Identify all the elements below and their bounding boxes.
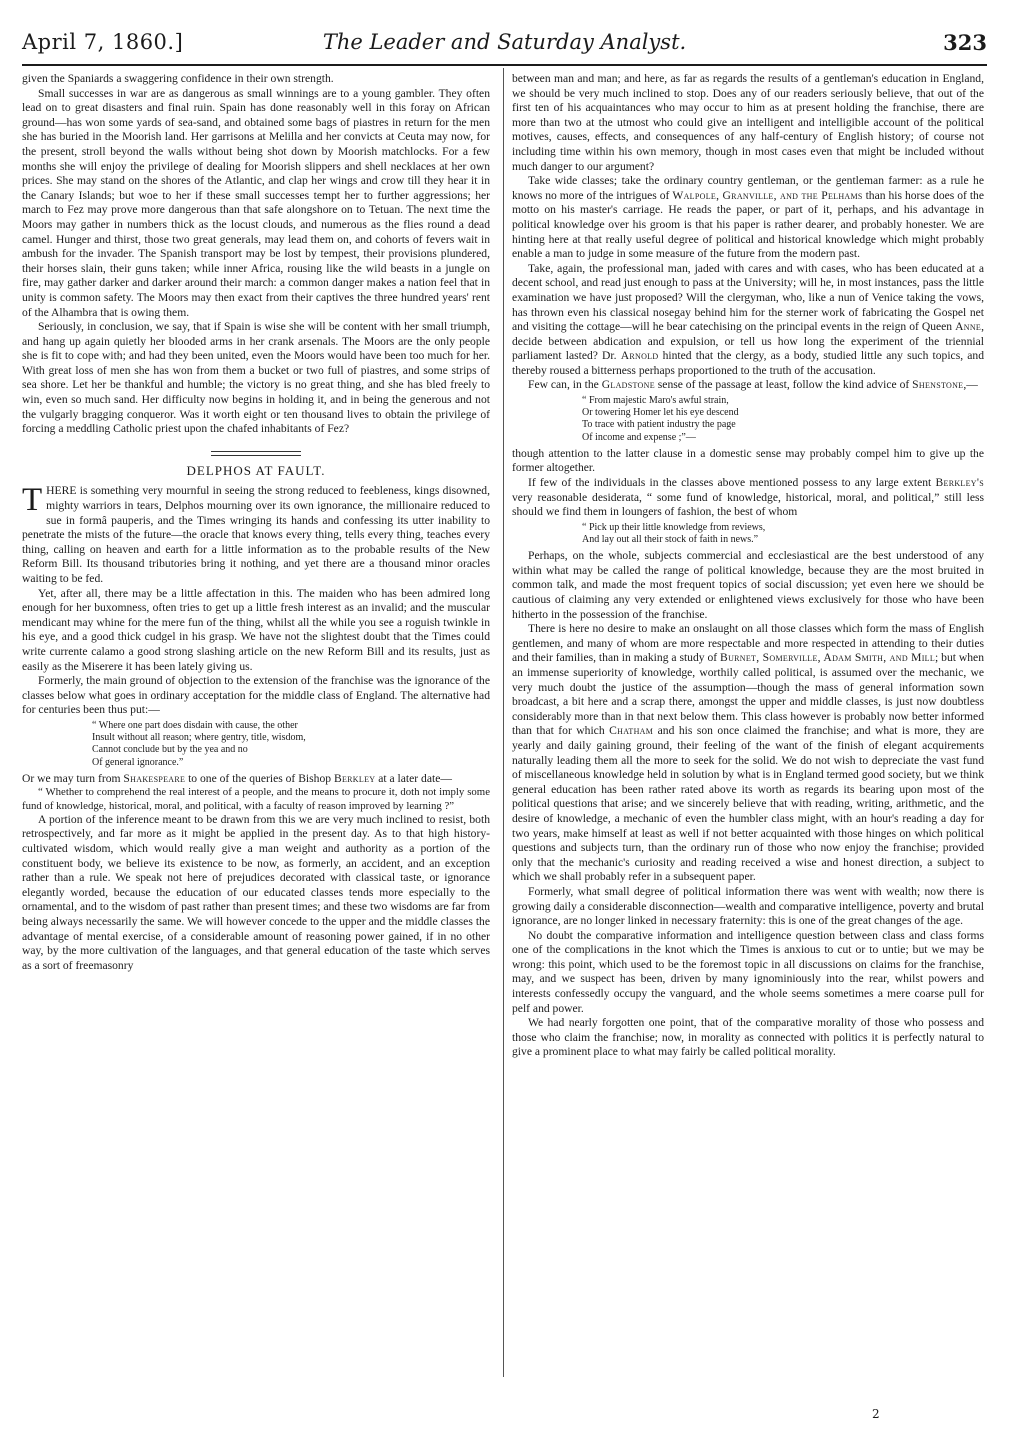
- text-run: hinted that the clergy, as a body, studied little any such topics, and thereby roused a bitterness perhaps proportioned to the truth of the accusation.: [512, 349, 984, 377]
- text-run: , decide between abdication and expulsion, or tell us how long the experiment of the triennial parliament lasted? Dr.: [512, 320, 984, 363]
- drop-cap: T: [22, 482, 43, 519]
- section-heading: DELPHOS AT FAULT.: [186, 462, 326, 478]
- quote-line: Or towering Homer let his eye descend: [582, 407, 739, 419]
- paragraph: given the Spaniards a swaggering confidence in their own strength.: [22, 72, 334, 85]
- person-name: Shenstone: [912, 378, 964, 392]
- paragraph: Perhaps, on the whole, subjects commercial and ecclesiastical are the best understood of any within what may be called the range of political knowledge, because they are the most bruited in common talk, and made the most frequent topics of social discussion; yet even here we should be cautious of claiming any very extended or enlightened views exclusively for those who have been hitherto in the possession of the franchise.: [512, 549, 984, 621]
- quote-line: And lay out all their stock of faith in news.”: [582, 534, 759, 546]
- person-name: Anne: [955, 320, 982, 334]
- quote-line: Cannot conclude but by the yea and no: [92, 744, 248, 756]
- text-run: Take, again, the professional man, jaded with cares and with cases, who has been educated at a decent school, and read just enough to pass at the University; will he, in most instances, pass the little examination we have just proposed? Will the clergyman, who, like a nun of Venice taking the vows, has thrown even his classical nosegay behind him for the sterner work of fabricating the Gospel net and visiting the cottage—will he bear catechising on the principal events in the reign of Queen: [512, 261, 984, 334]
- text-run: to one of the queries of Bishop: [185, 771, 334, 785]
- header-title: The Leader and Saturday Analyst.: [322, 30, 687, 54]
- lead-paragraph-text: HERE is something very mournful in seeing the strong reduced to feebleness, kings disowned, mighty warriors in tears, Delphos mourning over its own ignorance, the millionaire reduced to sue in formâ pauperis, and the Times wringing its hands and confessing its utter inability to penetrate the mists of the future—the oracle that knows every thing, tells every thing, teaches every thing, calling on heaven and earth for a little information as to the probable results of the New Reform Bill. Its thousand tributories bring it nothing, and yet there are a thousand minor oracles waiting to be fed.: [22, 484, 490, 585]
- paragraph: A portion of the inference meant to be drawn from this we are very much inclined to resist, both retrospectively, and far more as it might be applied in the present day. As to that high history-cultivated wisdom, which would really give a man weight and authority as a portion of the constituent body, we believe its existence to be now, as formerly, an accident, and an exception rather than a rule. We speak not here of prejudices decorated with classical taste, or ignorance elegantly worded, because the education of our educated classes tends more especially to the ornamental, and to the wisdom of past rather than present times; and these two wisdoms are far from being always necessarily the same. We will however concede to the upper and the middle classes the advantage of mental exercise, of a considerable amount of reasoning power gained, if in no other way, by the more cultivation of the languages, and that general education of the taste which serves as a sort of freemasonry: [22, 812, 490, 972]
- left-column: [22, 72, 490, 973]
- paragraph: [512, 476, 984, 520]
- paragraph: Yet, after all, there may be a little affectation in this. The maiden who has been admired long enough for her buxomness, often tries to get up a little fresh interest as an invalid; and the muscular mendicant may whine for the mere fun of the thing, whilst all the while you see a roguish twinkle in his eye, and a good thick cudgel in his grasp. We have not the slightest doubt that the Times could write currente calamo a good strong slashing article on the new Reform Bill and its results, just as easily as the Miserere it has been lately giving us.: [22, 586, 490, 673]
- text-run: sense of the passage at least, follow the kind advice of: [654, 378, 913, 392]
- page-header: [22, 28, 987, 62]
- person-name: Berkley's: [935, 476, 984, 490]
- verse-quote: [582, 522, 984, 546]
- quote-line: “ From majestic Maro's awful strain,: [582, 395, 729, 407]
- header-date: April 7, 1860.]: [22, 30, 184, 54]
- person-names: Burnet, Somerville, Adam Smith, and Mill: [720, 651, 936, 665]
- text-run: very reasonable desiderata, “ some fund of knowledge, historical, moral, and political,” still less should we find them in loungers of fashion, the best of whom: [512, 490, 984, 519]
- paragraph: [512, 174, 984, 262]
- right-column: [512, 72, 984, 1060]
- text-run: at a later date—: [375, 771, 452, 785]
- paragraph: [22, 772, 490, 787]
- author-name: Shakespeare: [123, 771, 186, 785]
- quote-line: Of general ignorance.”: [92, 756, 184, 768]
- text-run: If few of the individuals in the classes above mentioned possess to any large extent: [528, 476, 936, 490]
- text-run: Or we may turn from: [22, 771, 124, 785]
- text-run: There is here no desire to make an onslaught on all those classes which form the mass of English gentlemen, and many of whom are more respectable and more respected in attending to their duties and their families, than in making a study of: [512, 622, 984, 665]
- person-name: Chatham: [609, 724, 654, 738]
- paragraph: [512, 378, 984, 393]
- paragraph: [512, 262, 984, 379]
- text-run: Few can, in the: [528, 378, 602, 392]
- page-number: 323: [943, 30, 987, 55]
- signature-mark: 2: [872, 1407, 880, 1421]
- text-run: ; but when an immense superiority of knowledge, worthily called political, is assumed over the mechanic, we very much doubt the justice of the assumption—though the mass of general information sown broadcast, a bit here and a scrap there, amongst the upper and middle classes, is just now doubtless considerably more than in that next below them. This class however is probably now better informed than that for which: [512, 651, 984, 738]
- paragraph: between man and man; and here, as far as regards the results of a gentleman's education in England, we should be very much inclined to stop. Does any of our readers seriously believe, that out of the first ten of his acquaintances who may occur to him as at present holding the franchise, there are more than two at the utmost who could give an intelligent and intelligible account of the political motives, causes, effects, and consequences of any half-century of English history; of course not including time within his own memory, though in most cases even that might be included without much danger to our argument?: [512, 72, 984, 173]
- lead-paragraph: [22, 484, 490, 586]
- quote-line: Insult without all reason; where gentry, title, wisdom,: [92, 732, 306, 744]
- paragraph: [512, 622, 984, 885]
- quote-line: “ Pick up their little knowledge from reviews,: [582, 521, 766, 533]
- paragraph: Formerly, what small degree of political information there was went with wealth; now there is growing daily a considerable disconnection—wealth and comparative intelligence, poverty and brutal ignorance, are no longer linked in necessary fraternity: this is one of the great changes of the age.: [512, 884, 984, 928]
- verse-quote: [582, 395, 984, 444]
- person-name: Gladstone: [601, 378, 655, 392]
- text-run: than his horse does of the motto on his master's carriage. He reads the paper, or part of it, perhaps, and his advantage in political knowledge over his groom is that his paper is rather dearer, and probably honester. We are hinting here at that really useful degree of political and historical knowledge which might probably enable a man to judge in some measure of the future from the modern past.: [512, 188, 984, 261]
- text-run: Take wide classes; take the ordinary country gentleman, or the gentleman farmer: as a rule he knows no more of the intrigues of: [512, 174, 984, 202]
- verse-quote: [92, 720, 490, 769]
- section-ornament: [211, 451, 301, 456]
- quoted-query: “ Whether to comprehend the real interest of a people, and the means to procure it, doth not imply some fund of knowledge, historical, moral, and political, with a faculty of reason improved by learning ?”: [22, 786, 490, 812]
- paragraph: Seriously, in conclusion, we say, that if Spain is wise she will be content with her small triumph, and hang up again quietly her blooded arms in her crank arsenals. The Moors are the only people she is fit to cope with; and had they been united, even the Moors would have been too much for her. With great loss of men she has won from them a bucket or two full of piastres, and some strips of sea shore. Let her be thankful and humble; the victory is no great thing, and she has bled freely to win, even so much sand. Her difficulty now begins in holding it, and in being the generous and not the vulgarly bragging conqueror. Was it worth eight or ten thousand lives to obtain the privilege of forcing a meddling Catholic priest upon the chafed inhabitants of Fez?: [22, 320, 490, 436]
- paragraph: We had nearly forgotten one point, that of the comparative morality of those who possess and those who claim the franchise; now, in morality as connected with politics it is perfectly natural to give a prominent place to what may fairly be called political morality.: [512, 1016, 984, 1059]
- quote-line: Of income and expense ;”—: [582, 431, 696, 443]
- quote-line: “ Where one part does disdain with cause, the other: [92, 719, 298, 731]
- column-divider: [503, 68, 504, 1377]
- quote-line: To trace with patient industry the page: [582, 419, 736, 431]
- header-rule: [22, 64, 987, 66]
- paragraph: Small successes in war are as dangerous as small winnings are to a young gambler. They often lead on to great disasters and final ruin. Spain has done reasonably well in this foray on African ground—has won some yards of sea-sand, and obtained some bags of piastres in return for the men she has buried in the Moorish land. Her garrisons at Melilla and her convicts at Ceuta may now, for the present, stroll beyond the walls without being shot down by Moorish matchlocks. For a few months she will enjoy the privilege of dealing for Moorish slippers and shell necklaces at her own prices. She may stand on the shores of the Atlantic, and clap her wings and crow till they hear it in the Canary Islands; but woe to her if these small successes tempt her to further aggressions; her march to Fez may prove more dangerous than that safe alongshore on to Tetuan. The next time the Moors may gather in numbers thick as the locust clouds, and numerous as the flies round a dead camel. Hunger and thirst, those two great generals, may lead them on, and cohorts of fevers wait in ambush for the invader. The Spanish transport may be lost by tempest, their provisions plundered, their horses slain, their guns taken; while inner Africa, rousing like the wild beasts in a jungle on fire, may gather darker and darker around their march: a common danger makes a nation feel that in unity is common safety. The Moors may then exact from their captives the three hundred years' rent of the Alhambra that is owing them.: [22, 86, 490, 319]
- paragraph: Formerly, the main ground of objection to the extension of the franchise was the ignorance of the classes below what goes in ordinary acceptation for the middle class of England. The alternative had for centuries been thus put:—: [22, 674, 490, 717]
- text-run: ,—: [963, 378, 978, 392]
- paragraph: No doubt the comparative information and intelligence question between class and class forms one of the complications in the knot which the Times is anxious to cut or to untie; but we may be wrong: this point, which used to be the foremost topic in all discussions on claims for the franchise, may, and we suspect has been, driven by many ignominiously into the rear, whilst powers and interests confessedly occupy the vanguard, and the whole seems sometimes a mere coarse pull for pelf and power.: [512, 928, 984, 1015]
- text-run: and his son once claimed the franchise; and what is more, they are yearly and daily gaining ground, their feeling of the want of the finish of elegant acquirements naturally leading them all the more to seek for the solid. We do not wish to depreciate the vast fund of miscellaneous knowledge held in solution by what is in England termed good society, but we think general education has been rather rated above its worth as regards its bearing upon most of the political questions that arise; and we sincerely believe that with reading, writing, arithmetic, and the desire of knowledge, a mechanic of even the humbler class might, with an hour's reading a day for two years, make himself at least as well if not better acquainted with those hinges on which political questions and subjects turn, than the ordinary run of those who now enjoy the franchise; provided only that the mechanic's curiosity and reading received a wise and honest direction, a subject to which we shall probably refer in a subsequent paper.: [512, 724, 984, 884]
- paragraph: though attention to the latter clause in a domestic sense may probably compel him to give up the former altogether.: [512, 446, 984, 475]
- author-name: Berkley: [333, 771, 376, 785]
- person-name: Arnold: [620, 349, 659, 363]
- person-names: Walpole, Granville, and the Pelhams: [672, 188, 863, 202]
